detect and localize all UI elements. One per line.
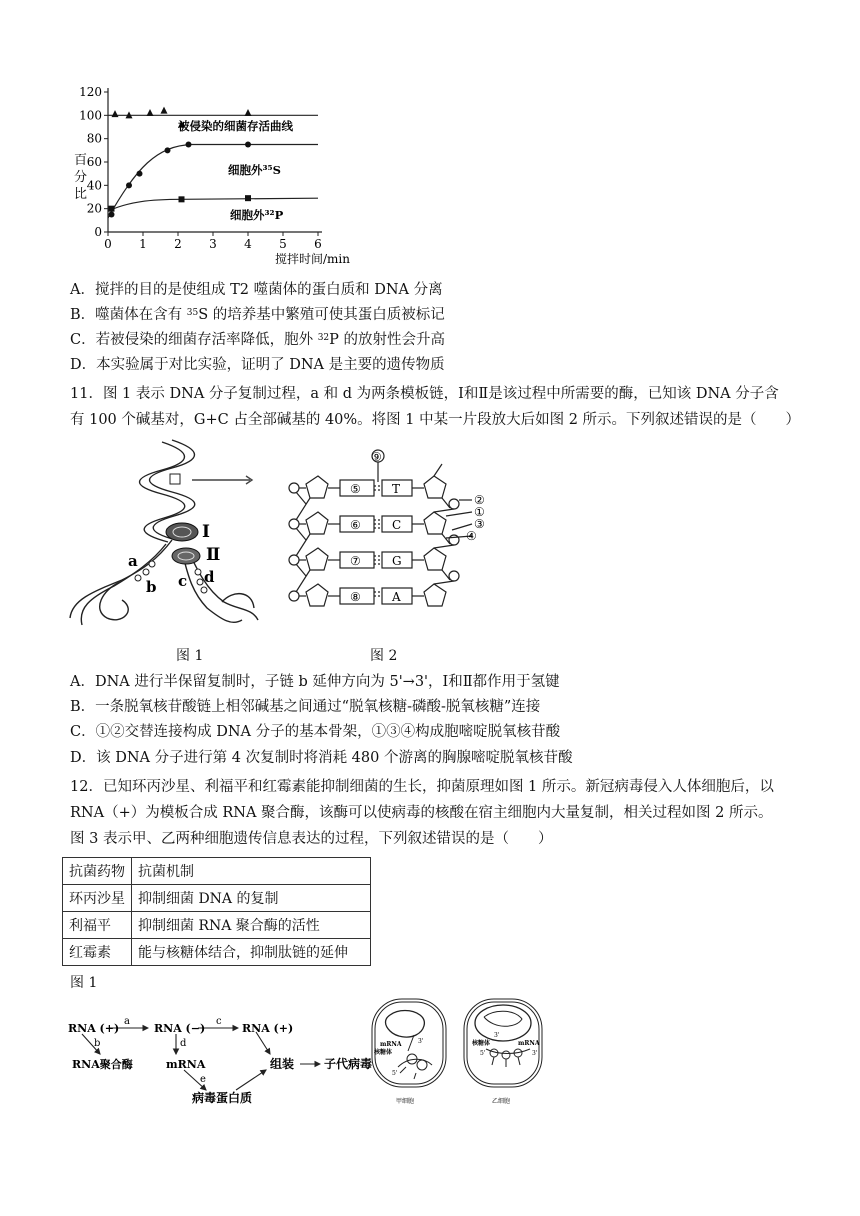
data-point-circle xyxy=(165,147,171,153)
legend-survival: 被侵染的细菌存活曲线 xyxy=(178,119,293,133)
x-tick-label: 3 xyxy=(209,237,217,251)
flow-rna-minus: RNA (−) xyxy=(154,1022,206,1035)
table-row xyxy=(63,912,371,939)
flow-label-a: a xyxy=(124,1016,130,1027)
fig2-base-A: A xyxy=(392,590,401,604)
data-point-triangle xyxy=(161,107,168,114)
y-tick-label: 80 xyxy=(86,131,102,146)
q11-figure-1 xyxy=(62,440,292,635)
fig2-n3: ③ xyxy=(474,517,485,531)
data-point-circle xyxy=(137,171,143,177)
survival-chart xyxy=(60,82,350,267)
fig1-label-b: b xyxy=(146,578,157,596)
table-cell: 环丙沙星 xyxy=(63,885,132,912)
legend-s35: 细胞外³⁵S xyxy=(228,163,281,177)
data-point-square xyxy=(245,195,251,201)
table-cell: 抗菌机制 xyxy=(132,858,371,885)
flow-mrna: mRNA xyxy=(166,1058,206,1071)
data-point-triangle xyxy=(147,109,154,116)
chart-ylabel-2: 分 xyxy=(74,170,88,185)
y-tick-label: 120 xyxy=(79,85,102,99)
series-curve-1 xyxy=(108,145,318,219)
q11-figure-2 xyxy=(282,442,497,622)
flow-label-e: e xyxy=(200,1074,206,1085)
legend-p32: 细胞外³²P xyxy=(230,208,284,222)
table-row xyxy=(63,858,371,885)
fig1-label-enzyme1: Ⅰ xyxy=(202,522,210,542)
data-point-circle xyxy=(245,142,251,148)
chart-ylabel-1: 百 xyxy=(74,153,88,168)
y-tick-label: 0 xyxy=(94,225,102,239)
q12-stem-2: RNA（+）为模板合成 RNA 聚合酶，该酶可以使病毒的核酸在宿主细胞内大量复制，相关过程如图 2 所示。 xyxy=(70,805,773,821)
table-cell: 红霉素 xyxy=(63,939,132,966)
data-point-square xyxy=(109,206,115,212)
fig2-n5: ⑤ xyxy=(350,482,361,496)
x-tick-label: 5 xyxy=(279,237,287,251)
fig2-n8: ⑧ xyxy=(350,590,361,604)
chart-ylabel-3: 比 xyxy=(74,187,88,202)
q11-fig2-caption: 图 2 xyxy=(370,648,398,664)
data-point-triangle xyxy=(245,109,252,116)
fig2-base-T: T xyxy=(392,482,401,496)
cell2-mrna: mRNA xyxy=(518,1040,540,1047)
cell1-caption: 甲细胞 xyxy=(396,1098,415,1105)
fig1-label-d: d xyxy=(204,568,215,586)
data-point-triangle xyxy=(112,110,119,117)
fig2-n1: ① xyxy=(474,505,485,519)
q10-option-c: C．若被侵染的细菌存活率降低，胞外 $^{32}$P 的放射性会升高 xyxy=(70,332,446,348)
fig1-label-enzyme2: Ⅱ xyxy=(206,545,221,565)
table-cell: 能与核糖体结合，抑制肽链的延伸 xyxy=(132,939,371,966)
series-curve-2 xyxy=(108,198,318,211)
flow-assembly: 组装 xyxy=(270,1057,295,1071)
virus-flow-diagram xyxy=(66,1010,373,1105)
table-cell: 抑制细菌 DNA 的复制 xyxy=(132,885,371,912)
y-tick-label: 100 xyxy=(79,108,102,123)
flow-progeny-virus: 子代病毒 xyxy=(324,1057,373,1071)
x-tick-label: 0 xyxy=(104,237,112,251)
q12-stem-3: 图 3 表示甲、乙两种细胞遗传信息表达的过程，下列叙述错误的是（ ） xyxy=(70,831,553,847)
fig2-n6: ⑥ xyxy=(350,518,361,532)
cell1-ribosome: 核糖体 xyxy=(374,1049,393,1056)
fig1-label-a: a xyxy=(128,552,138,570)
table-cell: 抗菌药物 xyxy=(63,858,132,885)
chart-xlabel: 搅拌时间/min xyxy=(275,252,350,266)
flow-label-c: c xyxy=(216,1016,222,1027)
cell2-ribosome: 核糖体 xyxy=(472,1040,491,1047)
flow-label-b: b xyxy=(94,1038,101,1049)
table-cell: 利福平 xyxy=(63,912,132,939)
cell1-5prime: 5' xyxy=(392,1070,398,1077)
y-tick-label: 40 xyxy=(86,178,102,193)
q11-option-a: A．DNA 进行半保留复制时，子链 b 延伸方向为 5'→3'，Ⅰ和Ⅱ都作用于氢键 xyxy=(70,674,560,690)
cell2-3prime: 3' xyxy=(532,1050,538,1057)
flow-viral-protein: 病毒蛋白质 xyxy=(192,1091,253,1105)
flow-rna-polymerase: RNA聚合酶 xyxy=(72,1058,133,1071)
data-point-square xyxy=(179,196,185,202)
y-tick-label: 20 xyxy=(86,201,102,216)
flow-label-d: d xyxy=(180,1038,187,1049)
y-tick-label: 60 xyxy=(86,155,102,169)
fig2-n9: ⑨ xyxy=(371,450,382,464)
antibiotic-table xyxy=(62,857,371,966)
cell2-5prime: 5' xyxy=(480,1050,486,1057)
data-point-circle xyxy=(126,182,132,188)
q11-option-c: C．①②交替连接构成 DNA 分子的基本骨架，①③④构成胞嘧啶脱氧核苷酸 xyxy=(70,724,561,740)
cell1-3prime: 3' xyxy=(418,1038,424,1045)
table-row xyxy=(63,939,371,966)
fig2-n7: ⑦ xyxy=(350,554,361,568)
cell1-mrna: mRNA xyxy=(380,1041,402,1048)
fig2-base-C: C xyxy=(392,518,402,532)
x-tick-label: 4 xyxy=(244,237,252,251)
q10-option-a: A．搅拌的目的是使组成 T2 噬菌体的蛋白质和 DNA 分离 xyxy=(70,282,443,298)
table-row xyxy=(63,885,371,912)
q12-stem-1: 12．已知环丙沙星、利福平和红霉素能抑制细菌的生长，抑菌原理如图 1 所示。新冠病毒侵入人体细胞后，以 xyxy=(70,779,774,795)
fig2-n4: ④ xyxy=(466,529,477,543)
q12-fig1-caption: 图 1 xyxy=(70,975,98,991)
fig2-base-G: G xyxy=(392,554,402,568)
q11-fig1-caption: 图 1 xyxy=(176,648,204,664)
flow-rna-plus-1: RNA (+) xyxy=(68,1022,120,1035)
q11-stem-1: 11．图 1 表示 DNA 分子复制过程，a 和 d 为两条模板链，Ⅰ和Ⅱ是该过程中所需要的酶，已知该 DNA 分子含 xyxy=(70,386,779,402)
x-tick-label: 2 xyxy=(174,237,182,251)
data-point-circle xyxy=(109,212,115,218)
q10-option-b: B．噬菌体在含有 $^{35}$S 的培养基中繁殖可使其蛋白质被标记 xyxy=(70,307,445,323)
q11-stem-2: 有 100 个碱基对，G+C 占全部碱基的 40%。将图 1 中某一片段放大后如图 2 所示。下列叙述错误的是（ ） xyxy=(70,412,801,428)
table-cell: 抑制细菌 RNA 聚合酶的活性 xyxy=(132,912,371,939)
x-tick-label: 6 xyxy=(314,237,322,251)
fig2-n2: ② xyxy=(474,493,485,507)
data-point-circle xyxy=(186,142,192,148)
fig1-label-c: c xyxy=(178,572,188,590)
cell2-3prime-top: 3' xyxy=(494,1032,500,1039)
cell2-caption: 乙细胞 xyxy=(492,1098,511,1105)
q11-option-d: D．该 DNA 分子进行第 4 次复制时将消耗 480 个游离的胸腺嘧啶脱氧核苷酸 xyxy=(70,750,573,766)
q11-option-b: B．一条脱氧核苷酸链上相邻碱基之间通过“脱氧核糖-磷酸-脱氧核糖”连接 xyxy=(70,699,541,715)
x-tick-label: 1 xyxy=(139,237,147,251)
cells-diagram xyxy=(368,995,548,1110)
flow-rna-plus-2: RNA (+) xyxy=(242,1022,294,1035)
q10-option-d: D．本实验属于对比实验，证明了 DNA 是主要的遗传物质 xyxy=(70,357,445,373)
